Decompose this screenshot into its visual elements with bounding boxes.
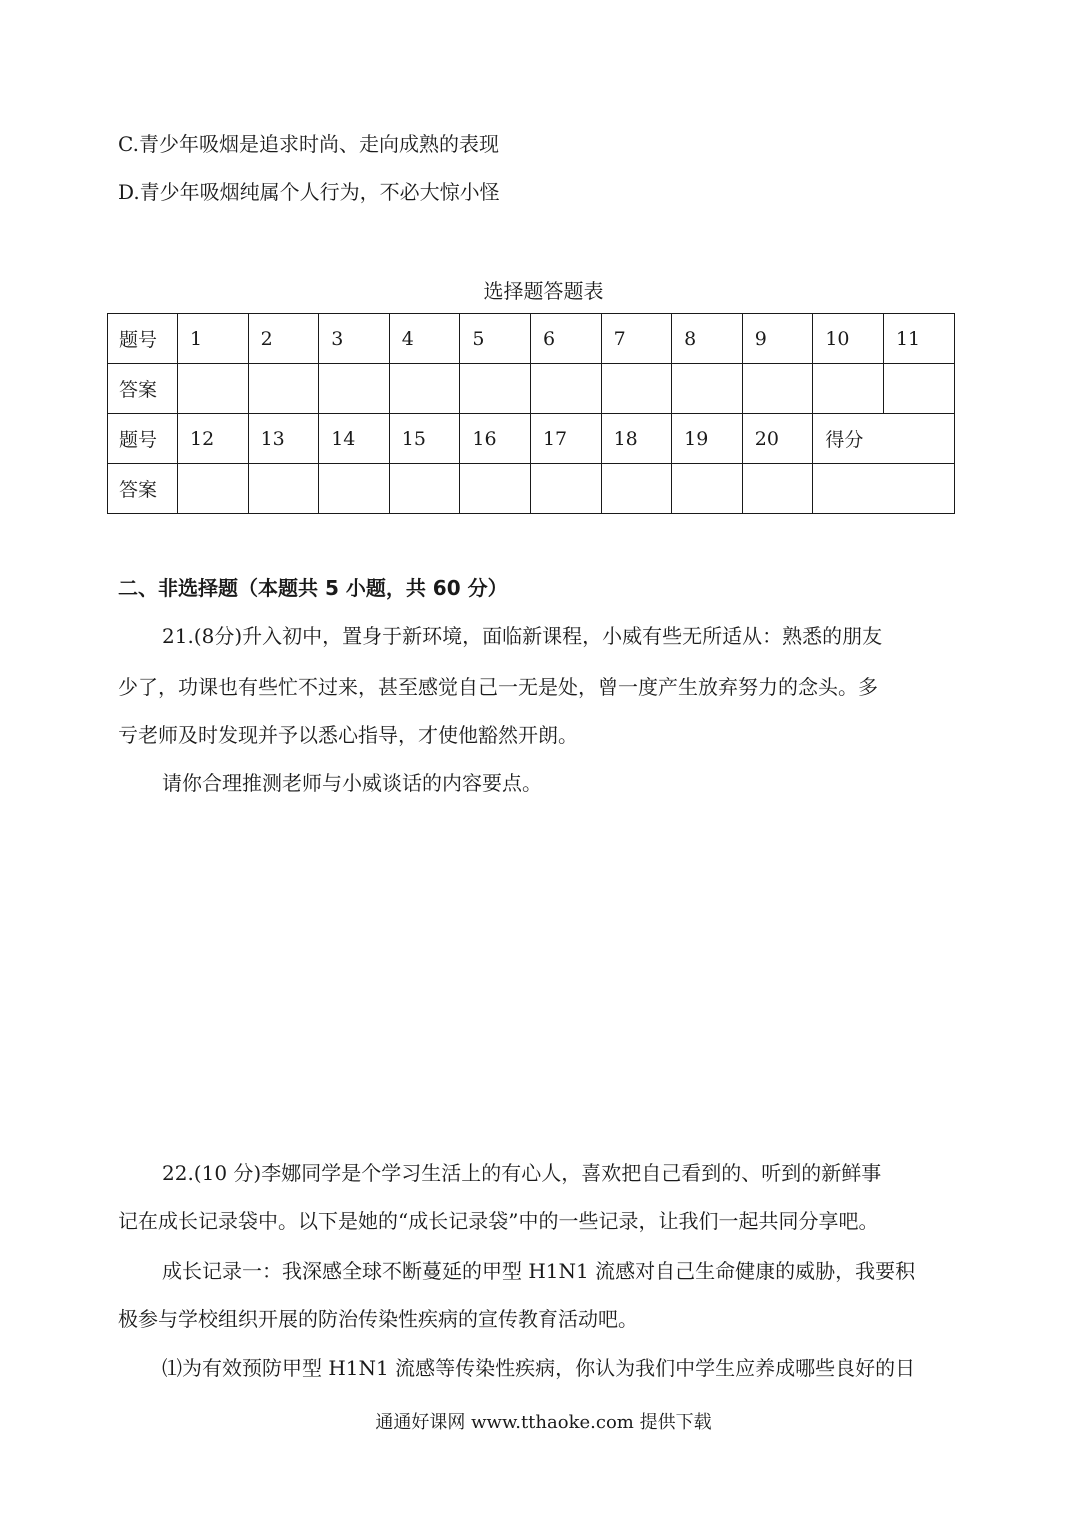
question-number: 5 — [460, 314, 531, 364]
option-d: D.青少年吸烟纯属个人行为，不必大惊小怪 — [118, 180, 500, 204]
answer-cell[interactable] — [248, 464, 319, 514]
question-number: 2 — [248, 314, 319, 364]
answer-cell[interactable] — [601, 464, 672, 514]
question-number: 3 — [319, 314, 390, 364]
q22-record1: 成长记录一：我深感全球不断蔓延的甲型 H1N1 流感对自己生命健康的威胁，我要积 — [162, 1259, 916, 1283]
q21-line: 21.(8分)升入初中，置身于新环境，面临新课程，小威有些无所适从：熟悉的朋友 — [162, 624, 883, 648]
q22-line: 记在成长记录袋中。以下是她的“成长记录袋”中的一些记录，让我们一起共同分享吧。 — [118, 1209, 879, 1233]
question-number: 19 — [672, 414, 743, 464]
question-number: 15 — [389, 414, 460, 464]
question-number: 4 — [389, 314, 460, 364]
question-number: 20 — [742, 414, 813, 464]
answer-cell[interactable] — [178, 364, 249, 414]
score-cell[interactable] — [813, 464, 954, 514]
table-row — [108, 464, 955, 514]
answer-cell[interactable] — [530, 364, 601, 414]
answer-table — [107, 313, 955, 514]
answer-cell[interactable] — [460, 464, 531, 514]
question-number: 6 — [530, 314, 601, 364]
question-number: 1 — [178, 314, 249, 364]
section2-heading: 二、非选择题（本题共 5 小题，共 60 分） — [118, 576, 508, 600]
question-number: 10 — [813, 314, 884, 364]
answer-cell[interactable] — [248, 364, 319, 414]
question-number: 8 — [672, 314, 743, 364]
answer-cell[interactable] — [319, 464, 390, 514]
row-label: 答案 — [108, 364, 178, 414]
score-label: 得分 — [813, 414, 954, 464]
question-number: 12 — [178, 414, 249, 464]
question-number: 13 — [248, 414, 319, 464]
answer-cell[interactable] — [672, 364, 743, 414]
question-number: 16 — [460, 414, 531, 464]
table-row — [108, 364, 955, 414]
q22-line: 22.(10 分)李娜同学是个学习生活上的有心人，喜欢把自己看到的、听到的新鲜事 — [162, 1161, 882, 1185]
answer-cell[interactable] — [389, 464, 460, 514]
question-number: 14 — [319, 414, 390, 464]
answer-cell[interactable] — [319, 364, 390, 414]
row-label: 答案 — [108, 464, 178, 514]
q21-line: 少了，功课也有些忙不过来，甚至感觉自己一无是处，曾一度产生放弃努力的念头。多 — [118, 675, 878, 699]
answer-cell[interactable] — [742, 364, 813, 414]
q21-prompt: 请你合理推测老师与小威谈话的内容要点。 — [162, 771, 542, 795]
row-label: 题号 — [108, 414, 178, 464]
row-label: 题号 — [108, 314, 178, 364]
answer-cell[interactable] — [389, 364, 460, 414]
answer-cell[interactable] — [742, 464, 813, 514]
footer-text: 通通好课网 www.tthaoke.com 提供下载 — [375, 1412, 712, 1433]
q22-sub1: ⑴为有效预防甲型 H1N1 流感等传染性疾病，你认为我们中学生应养成哪些良好的日 — [162, 1356, 916, 1380]
question-number: 18 — [601, 414, 672, 464]
answer-table-title: 选择题答题表 — [483, 279, 604, 303]
answer-cell[interactable] — [883, 364, 954, 414]
table-row — [108, 314, 955, 364]
q21-line: 亏老师及时发现并予以悉心指导，才使他豁然开朗。 — [118, 723, 578, 747]
answer-cell[interactable] — [460, 364, 531, 414]
answer-cell[interactable] — [672, 464, 743, 514]
answer-cell[interactable] — [601, 364, 672, 414]
question-number: 9 — [742, 314, 813, 364]
question-number: 7 — [601, 314, 672, 364]
question-number: 11 — [883, 314, 954, 364]
table-row — [108, 414, 955, 464]
answer-cell[interactable] — [178, 464, 249, 514]
question-number: 17 — [530, 414, 601, 464]
answer-cell[interactable] — [530, 464, 601, 514]
answer-cell[interactable] — [813, 364, 884, 414]
q22-record1: 极参与学校组织开展的防治传染性疾病的宣传教育活动吧。 — [118, 1307, 638, 1331]
option-c: C.青少年吸烟是追求时尚、走向成熟的表现 — [118, 132, 499, 156]
